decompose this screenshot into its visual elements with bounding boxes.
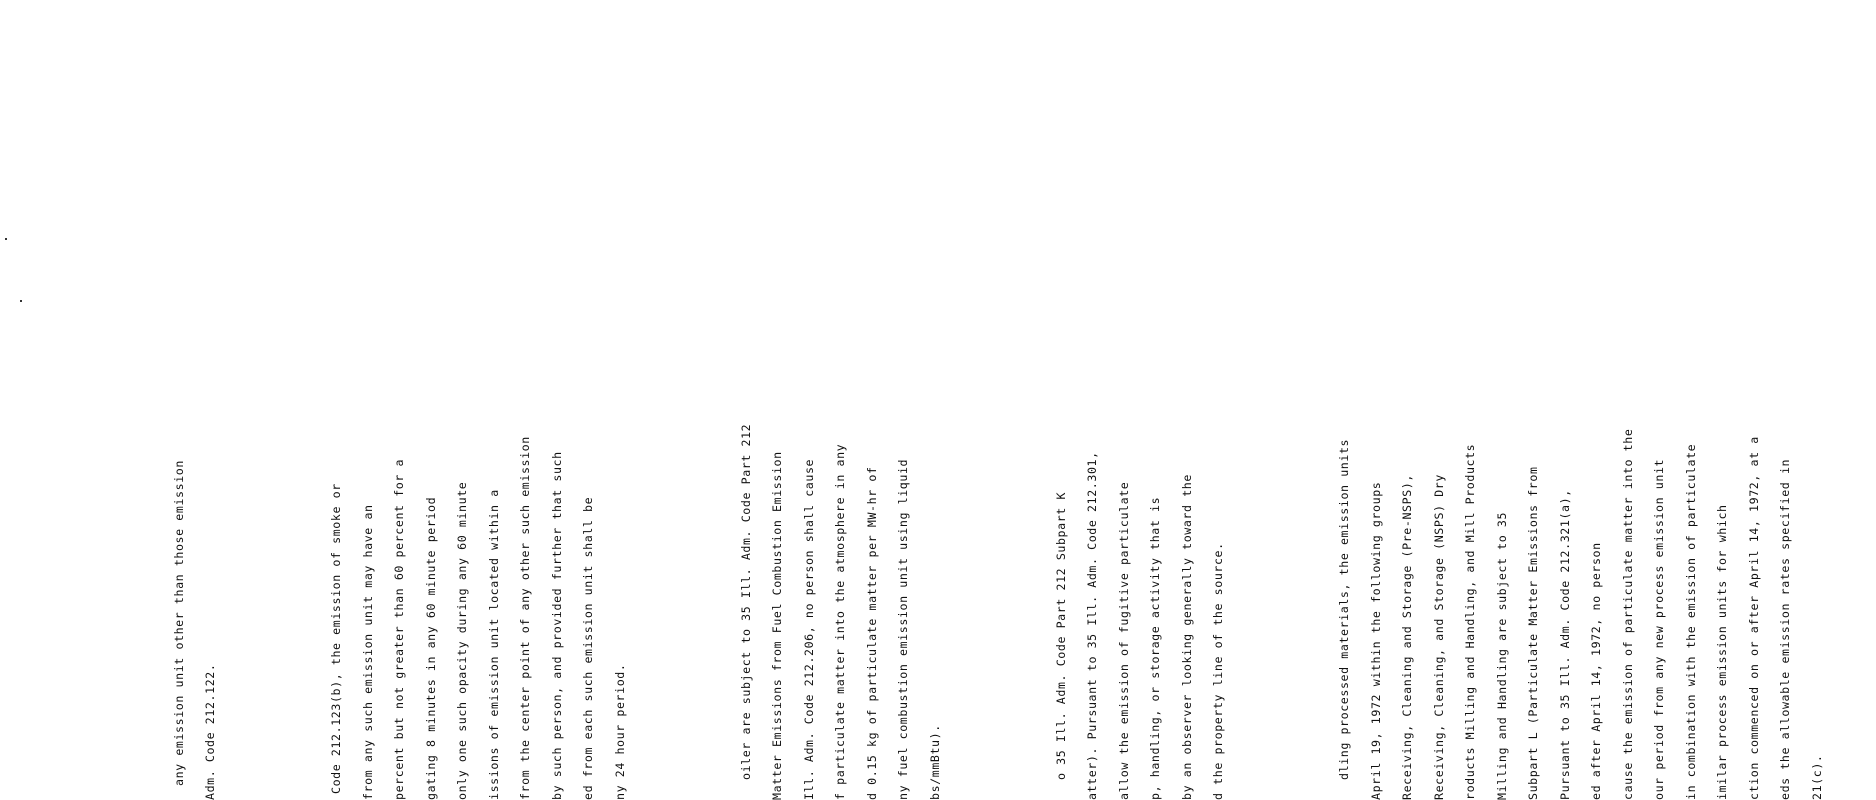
text-line: 21(c). <box>1809 754 1824 800</box>
text-line: ny fuel combustion emission unit using liquid <box>896 458 910 800</box>
paragraph-gap <box>1276 280 1287 800</box>
text-line: dling processed materials, the emission units <box>1337 438 1351 780</box>
text-line: by such person, and provided further that such <box>549 451 564 800</box>
text-line: atter). Pursuant to 35 Ill. Adm. Code 212.301, <box>1085 451 1099 800</box>
paragraph-gap <box>678 280 689 800</box>
text-line: oiler are subject to 35 Ill. Adm. Code Part 212 <box>738 423 753 780</box>
text-line: Matter Emissions from Fuel Combustion Emission <box>770 451 784 800</box>
text-line: cause the emission of particulate matter into the <box>1620 428 1635 800</box>
text-line: Ill. Adm. Code 212.206, no person shall cause <box>801 458 816 800</box>
text-line: Adm. Code 212.122. <box>203 663 217 800</box>
text-line: Receiving, Cleaning and Storage (Pre-NSPS), <box>1400 474 1414 800</box>
text-line: o 35 Ill. Adm. Code Part 212 Subpart K <box>1053 491 1068 780</box>
text-line: d the property line of the source. <box>1211 542 1225 800</box>
text-line: imilar process emission units for which <box>1715 504 1729 800</box>
text-line: p, handling, or storage activity that is <box>1148 496 1162 800</box>
text-line: any emission unit other than those emission <box>171 460 186 786</box>
text-line: Pursuant to 35 Ill. Adm. Code 212.321(a), <box>1557 489 1572 800</box>
text-line: from any such emission unit may have an <box>360 504 375 800</box>
paragraph-gap <box>268 280 279 800</box>
text-line: our period from any new process emission unit <box>1652 458 1666 800</box>
text-line: allow the emission of fugitive particulate <box>1116 481 1131 800</box>
paragraph <box>720 280 962 800</box>
rotated-text-block <box>121 280 1824 800</box>
text-line: ny 24 hour period. <box>612 663 627 800</box>
text-line: ed from each such emission unit shall be <box>581 496 595 800</box>
text-line: gating 8 minutes in any 60 minute period <box>423 496 438 800</box>
text-line: f particulate matter into the atmosphere in any <box>833 443 847 800</box>
text-line: Receiving, Cleaning, and Storage (NSPS) Dry <box>1431 474 1446 800</box>
paragraph <box>310 280 646 800</box>
scan-speck <box>20 300 22 302</box>
paragraph <box>153 280 237 800</box>
text-line: bs/mmBtu). <box>927 724 942 800</box>
paragraph-gap <box>993 280 1004 800</box>
text-line: by an observer looking generally toward the <box>1179 474 1194 800</box>
text-line: eds the allowable emission rates specified in <box>1778 458 1792 800</box>
text-line: Subpart L (Particulate Matter Emissions from <box>1526 466 1540 800</box>
paragraph <box>1035 280 1245 800</box>
text-line: ction commenced on or after April 14, 1972, at a <box>1746 436 1761 800</box>
text-line: April 19, 1972 within the following groups <box>1368 481 1383 800</box>
paragraph <box>1318 280 1843 800</box>
text-line: Code 212.123(b), the emission of smoke or <box>329 483 343 794</box>
text-line: issions of emission unit located within a <box>486 489 501 800</box>
text-line: roducts Milling and Handling, and Mill Products <box>1463 443 1477 800</box>
text-line: from the center point of any other such emission <box>518 436 532 800</box>
text-line: d 0.15 kg of particulate matter per MW-hr of <box>864 466 879 800</box>
text-line: only one such opacity during any 60 minute <box>455 481 469 800</box>
text-line: in combination with the emission of particulate <box>1683 443 1698 800</box>
text-line: Milling and Handling are subject to 35 <box>1494 511 1509 800</box>
scan-speck <box>5 238 7 240</box>
text-line: percent but not greater than 60 percent for a <box>392 458 406 800</box>
text-line: ed after April 14, 1972, no person <box>1589 542 1603 800</box>
